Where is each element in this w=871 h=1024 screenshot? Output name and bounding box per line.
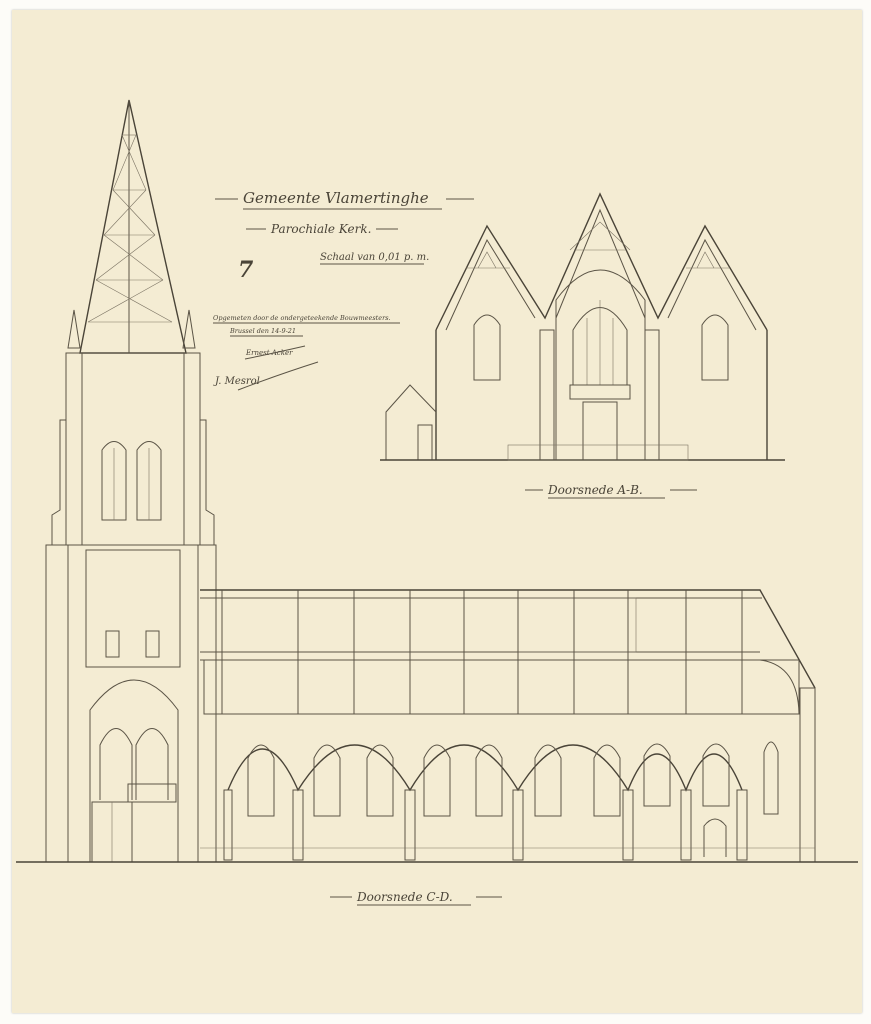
signature-1: Ernest Acker — [246, 349, 293, 357]
surveyed-by-note: Opgemeten door de ondergeteekende Bouwmeesters. — [213, 314, 391, 322]
sheet-number: 7 — [238, 257, 254, 283]
signature-2: J. Mesrol — [215, 376, 260, 387]
title-block — [213, 189, 474, 336]
section-cd-label: Doorsnede C-D. — [357, 890, 453, 904]
transverse-section-ab — [380, 194, 785, 460]
municipality-title: Gemeente Vlamertinghe — [243, 189, 429, 207]
section-ab-label: Doorsnede A-B. — [548, 483, 643, 497]
longitudinal-section-label — [330, 890, 502, 905]
building-title: Parochiale Kerk. — [271, 222, 372, 236]
longitudinal-section-cd — [16, 590, 858, 862]
tower-section — [46, 100, 216, 862]
scale-note: Schaal van 0,01 p. m. — [320, 252, 430, 263]
place-date: Brussel den 14-9-21 — [230, 327, 297, 335]
signatures — [213, 346, 318, 390]
transverse-section-label — [525, 483, 697, 498]
